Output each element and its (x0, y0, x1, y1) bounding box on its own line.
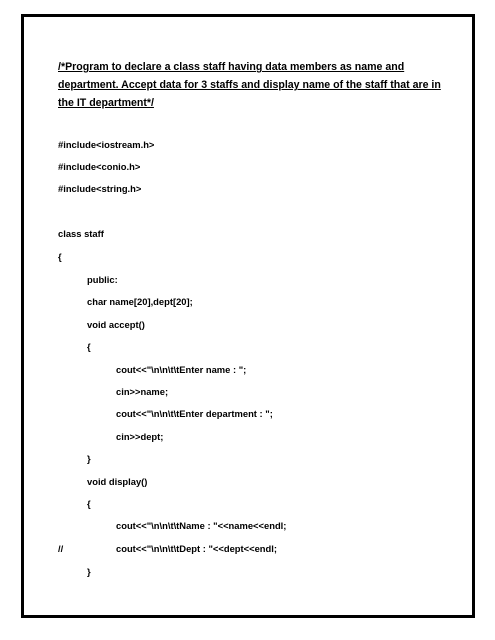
display-close-brace: } (87, 566, 91, 577)
program-description-comment: /*Program to declare a class staff having data members as name and department. Accept data for 3 staffs and display name of the staff that are in the IT department*/ (58, 61, 441, 109)
accept-open-brace: { (87, 341, 91, 352)
class-declaration-line: class staff (58, 228, 104, 239)
accept-close-brace: } (87, 453, 91, 464)
cout-show-name-line: cout<<"\n\n\t\tName : "<<name<<endl; (116, 520, 287, 531)
display-open-brace: { (87, 498, 91, 509)
cout-enter-department-line: cout<<"\n\n\t\tEnter department : "; (116, 408, 273, 419)
cout-enter-name-line: cout<<"\n\n\t\tEnter name : "; (116, 364, 247, 375)
include-iostream-line: #include<iostream.h> (58, 139, 155, 150)
display-function-declaration: void display() (87, 476, 148, 487)
include-conio-line: #include<conio.h> (58, 161, 141, 172)
include-string-line: #include<string.h> (58, 183, 142, 194)
data-members-line: char name[20],dept[20]; (87, 296, 193, 307)
comment-marker: // (58, 543, 64, 554)
public-access-label: public: (87, 274, 118, 285)
accept-function-declaration: void accept() (87, 319, 145, 330)
cin-name-line: cin>>name; (116, 386, 169, 397)
cin-dept-line: cin>>dept; (116, 431, 164, 442)
class-open-brace: { (58, 251, 62, 262)
cout-show-dept-line: cout<<"\n\n\t\tDept : "<<dept<<endl; (116, 543, 277, 554)
